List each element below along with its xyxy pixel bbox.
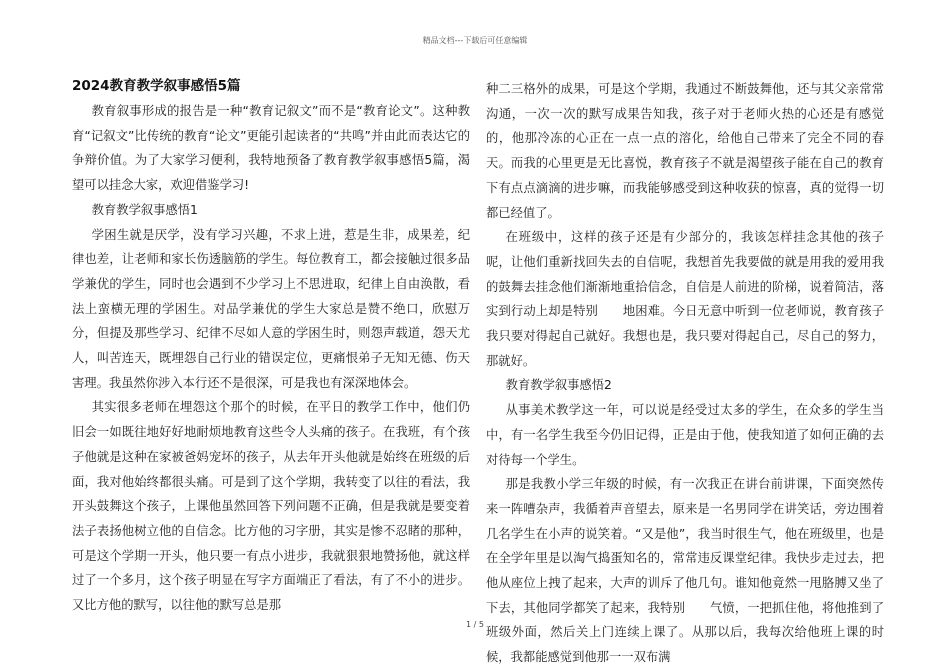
- paragraph: 那是我教小学三年级的时候，有一次我正在讲台前讲课，下面突然传来一阵嘈杂声，我循着声音望去，原来是一名男同学在讲笑话，旁边围着几名学生在小声的说笑着。“又是他”，我当时很生气，他在班级里，也是在全学年里是以淘气捣蛋知名的，常常违反课堂纪律。我快步走过去，把他从座位上拽了起来，大声的训斥了他几句。谁知他竟然一甩胳膊又坐了下去，其他同学都笑了起来，我特别 气愤，一把抓住他，将他推到了班级外面，然后关上门连续上课了。从那以后，我每次给他班上课的时候，我都能感觉到他那一一双布满: [486, 477, 884, 665]
- page-header: 精品文档---下载后可任意编辑: [422, 36, 528, 45]
- paragraph: 从事美术教学这一年，可以说是经受过太多的学生，在众多的学生当中，有一名学生我至今仍旧记得，正是由于他，使我知道了如何正确的去对待每一个学生。: [486, 403, 884, 467]
- page-number: 1 / 5: [466, 620, 484, 629]
- paragraph: 种二三格外的成果，可是这个学期，我通过不断鼓舞他，还与其父亲常常沟通，一次一次的默写成果告知我，孩子对于老师火热的心还是有感觉的，他那冷冻的心正在一点一点的溶化，给他自己带来了完全不同的春天。而我的心里更是无比喜悦，教育孩子不就是渴望孩子能在自己的教育下有点点滴滴的进步嘛，而我能够感受到这种收获的惊喜，真的觉得一切都已经值了。: [486, 82, 884, 220]
- document-title: 2024教育教学叙事感悟5篇: [72, 78, 241, 94]
- paragraph: 学困生就是厌学，没有学习兴趣，不求上进，惹是生非，成果差，纪律也差，让老师和家长伤透脑筋的学生。每位教育工，都会接触过很多品学兼优的学生，同时也会遇到不少学习上不思进取，纪律上自由涣散，看法上蛮横无理的学困生。对品学兼优的学生大家总是赞不绝口，欣慰万分，但提及那些学习、纪律不尽如人意的学困生时，则怨声载道，怨天尤人，叫苦连天，既埋怨自己行业的错误定位，更痛恨弟子无知无德、伤天害理。我虽然你涉入本行还不是很深，可是我也有深深地体会。: [72, 227, 470, 390]
- paragraph: 其实很多老师在埋怨这个那个的时候，在平日的教学工作中，他们仍旧会一如既往地好好地耐烦地教育这些令人头痛的孩子。在我班，有个孩子他就是这种在家被爸妈宠坏的孩子，从去年开头他就是始终在班级的后面，我对他始终都很头痛。可是到了这个学期，我转变了以往的看法，我开头鼓舞这个孩子，上课他虽然回答下列问题不正确，但是我就是要变着法子表扬他树立他的自信念。比方他的习字册，其实是惨不忍睹的那种，可是这个学期一开头，他只要一有点小进步，我就狠狠地赞扬他，就这样过了一个多月，这个孩子明显在写字方面端正了看法，有了不小的进步。又比方他的默写，以往他的默写总是那: [72, 400, 470, 613]
- right-column: [486, 77, 884, 670]
- section-heading-1: 教育教学叙事感悟1: [91, 202, 198, 217]
- left-column: [72, 77, 470, 618]
- paragraph: 在班级中，这样的孩子还是有少部分的，我该怎样挂念其他的孩子呢，让他们重新找回失去的自信呢，我想首先我要做的就是用我的爱用我的鼓舞去挂念他们渐渐地重拾信念，自信是人前进的阶梯，说着简洁，落实到行动上却是特别 地困难。今日无意中听到一位老师说，教育孩子我只要对得起自己就好。我想也是，我只要对得起自己，尽自己的努力，那就好。: [486, 230, 884, 368]
- intro-paragraph: 教育叙事形成的报告是一种“教育记叙文”而不是“教育论文”。这种教育“记叙文”比传统的教育“论文”更能引起读者的“共鸣”并由此而表达它的争辩价值。为了大家学习便利，我特地预备了教育教学叙事感悟5篇，渴望可以挂念大家，欢迎借鉴学习!: [72, 104, 470, 193]
- section-heading-2: 教育教学叙事感悟2: [505, 378, 612, 393]
